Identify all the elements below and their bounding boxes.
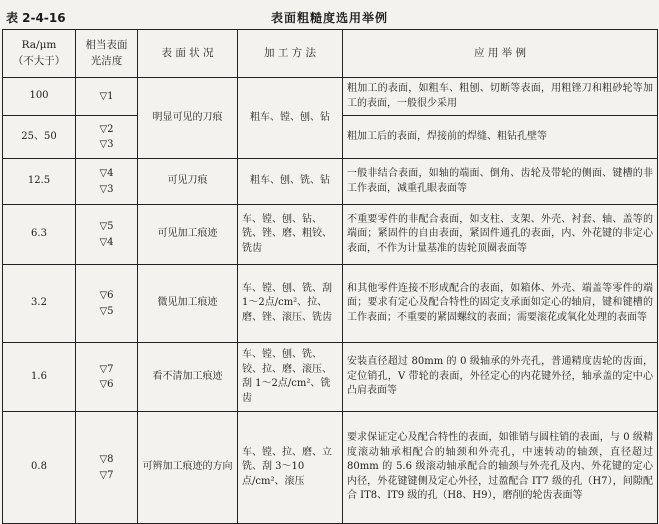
grade-cell bbox=[76, 205, 138, 265]
grade-symbol: ▽5 bbox=[99, 305, 114, 317]
machining-method: 车、镗、刨、钻、铣、锉、磨、粗铰、铣齿 bbox=[238, 205, 343, 265]
col-header-surface: 表 面 状 况 bbox=[138, 30, 238, 78]
grade-symbol: ▽4 bbox=[99, 236, 114, 248]
application-example: 安装直径超过 80mm 的 0 级轴承的外壳孔，普通精度齿轮的齿面，定位销孔，V 带轮的表面，外径定心的内花键外径，轴承盖的定中心凸肩表面等 bbox=[343, 343, 658, 412]
col-header-ra-unit: Ra/μm bbox=[21, 39, 57, 52]
surface-state: 明显可见的刀痕 bbox=[138, 78, 238, 159]
col-header-grade bbox=[76, 30, 138, 78]
application-example: 粗加工后的表面，焊接前的焊缝、粗钻孔壁等 bbox=[343, 116, 658, 159]
application-example: 要求保证定心及配合特性的表面，如锥销与圆柱销的表面，与 0 级精度滚动轴承相配合的轴颈和外壳孔，中速转动的轴颈，直径超过 80mm 的 5.6 级滚动轴承配合的轴颈与外壳孔及内、外花键的定心内径，外花键键侧及定心外径，过盈配合 IT7 级的孔（H7），间隙配合 IT8、IT9 级的孔（H8、H9），磨削的轮齿表面等 bbox=[343, 412, 658, 524]
application-example: 不重要零件的非配合表面，如支柱、支架、外壳、衬套、轴、盖等的端面；紧固件的自由表面，紧固件通孔的表面，内、外花键的非定心表面，不作为计量基准的齿轮顶圈表面等 bbox=[343, 205, 658, 265]
grade-symbol: ▽6 bbox=[99, 290, 114, 301]
machining-method: 粗车、刨、铣、钻 bbox=[238, 159, 343, 205]
grade-cell bbox=[76, 116, 138, 159]
grade-symbol: ▽7 bbox=[99, 469, 114, 481]
machining-method: 车、镗、刨、铣、铰、拉、磨、滚压、刮 1～2点/cm²、铣齿 bbox=[238, 343, 343, 412]
grade-symbol: ▽4 bbox=[99, 168, 114, 179]
grade-cell bbox=[76, 265, 138, 343]
surface-state: 可见加工痕迹 bbox=[138, 205, 238, 265]
grade-symbol: ▽1 bbox=[99, 90, 114, 102]
grade-cell bbox=[76, 78, 138, 116]
surface-state: 可辨加工痕迹的方向 bbox=[138, 412, 238, 524]
col-header-ra bbox=[3, 30, 76, 78]
col-header-method: 加 工 方 法 bbox=[238, 30, 343, 78]
surface-state: 可见刀痕 bbox=[138, 159, 238, 205]
machining-method: 车、镗、刨、铣、刮 1～2点/cm²、拉、磨、锉、滚压、铣齿 bbox=[238, 265, 343, 343]
grade-symbol: ▽6 bbox=[99, 379, 114, 390]
grade-symbol: ▽3 bbox=[99, 183, 114, 195]
ra-value: 0.8 bbox=[3, 412, 76, 524]
col-header-example: 应 用 举 例 bbox=[343, 30, 658, 78]
machining-method: 粗车、镗、刨、钻 bbox=[238, 78, 343, 159]
table-row bbox=[3, 205, 658, 265]
grade-cell bbox=[76, 412, 138, 524]
table-row bbox=[3, 412, 658, 524]
table-row bbox=[3, 159, 658, 205]
application-example: 一般非结合表面，如轴的端面、倒角、齿轮及带轮的侧面、键槽的非工作表面，减重孔眼表面等 bbox=[343, 159, 658, 205]
table-row bbox=[3, 78, 658, 116]
ra-value: 25、50 bbox=[3, 116, 76, 159]
surface-state: 微见加工痕迹 bbox=[138, 265, 238, 343]
grade-cell bbox=[76, 159, 138, 205]
table-row bbox=[3, 265, 658, 343]
application-example: 和其他零件连接不形成配合的表面，如箱体、外壳、端盖等零件的端面；要求有定心及配合特性的固定支承面如定心的轴肩，键和键槽的工作表面；不重要的紧固螺纹的表面；需要滚花或氧化处理的表面等 bbox=[343, 265, 658, 343]
ra-value: 3.2 bbox=[3, 265, 76, 343]
grade-cell bbox=[76, 343, 138, 412]
grade-symbol: ▽8 bbox=[99, 454, 114, 465]
table-number: 表 2-4-16 bbox=[6, 11, 66, 25]
roughness-table bbox=[2, 29, 658, 524]
header-row bbox=[3, 30, 658, 78]
grade-symbol: ▽3 bbox=[99, 139, 114, 150]
machining-method: 车、镗、拉、磨、立铣、刮 3～10点/cm²、滚压 bbox=[238, 412, 343, 524]
surface-state: 看不清加工痕迹 bbox=[138, 343, 238, 412]
table-row bbox=[3, 343, 658, 412]
col-header-ra-note: （不大于） bbox=[12, 54, 66, 67]
grade-symbol: ▽2 bbox=[99, 123, 114, 135]
application-example: 粗加工的表面，如粗车、粗刨、切断等表面，用粗锉刀和粗砂轮等加工的表面，一般很少采用 bbox=[343, 78, 658, 116]
ra-value: 12.5 bbox=[3, 159, 76, 205]
col-header-grade-line1: 相当表面 bbox=[85, 39, 128, 52]
ra-value: 6.3 bbox=[3, 205, 76, 265]
ra-value: 100 bbox=[3, 78, 76, 116]
col-header-grade-line2: 光洁度 bbox=[90, 54, 123, 67]
grade-symbol: ▽7 bbox=[99, 363, 114, 375]
ra-value: 1.6 bbox=[3, 343, 76, 412]
title-row bbox=[0, 0, 659, 30]
grade-symbol: ▽5 bbox=[99, 221, 114, 232]
table-title: 表面粗糙度选用举例 bbox=[270, 11, 388, 25]
